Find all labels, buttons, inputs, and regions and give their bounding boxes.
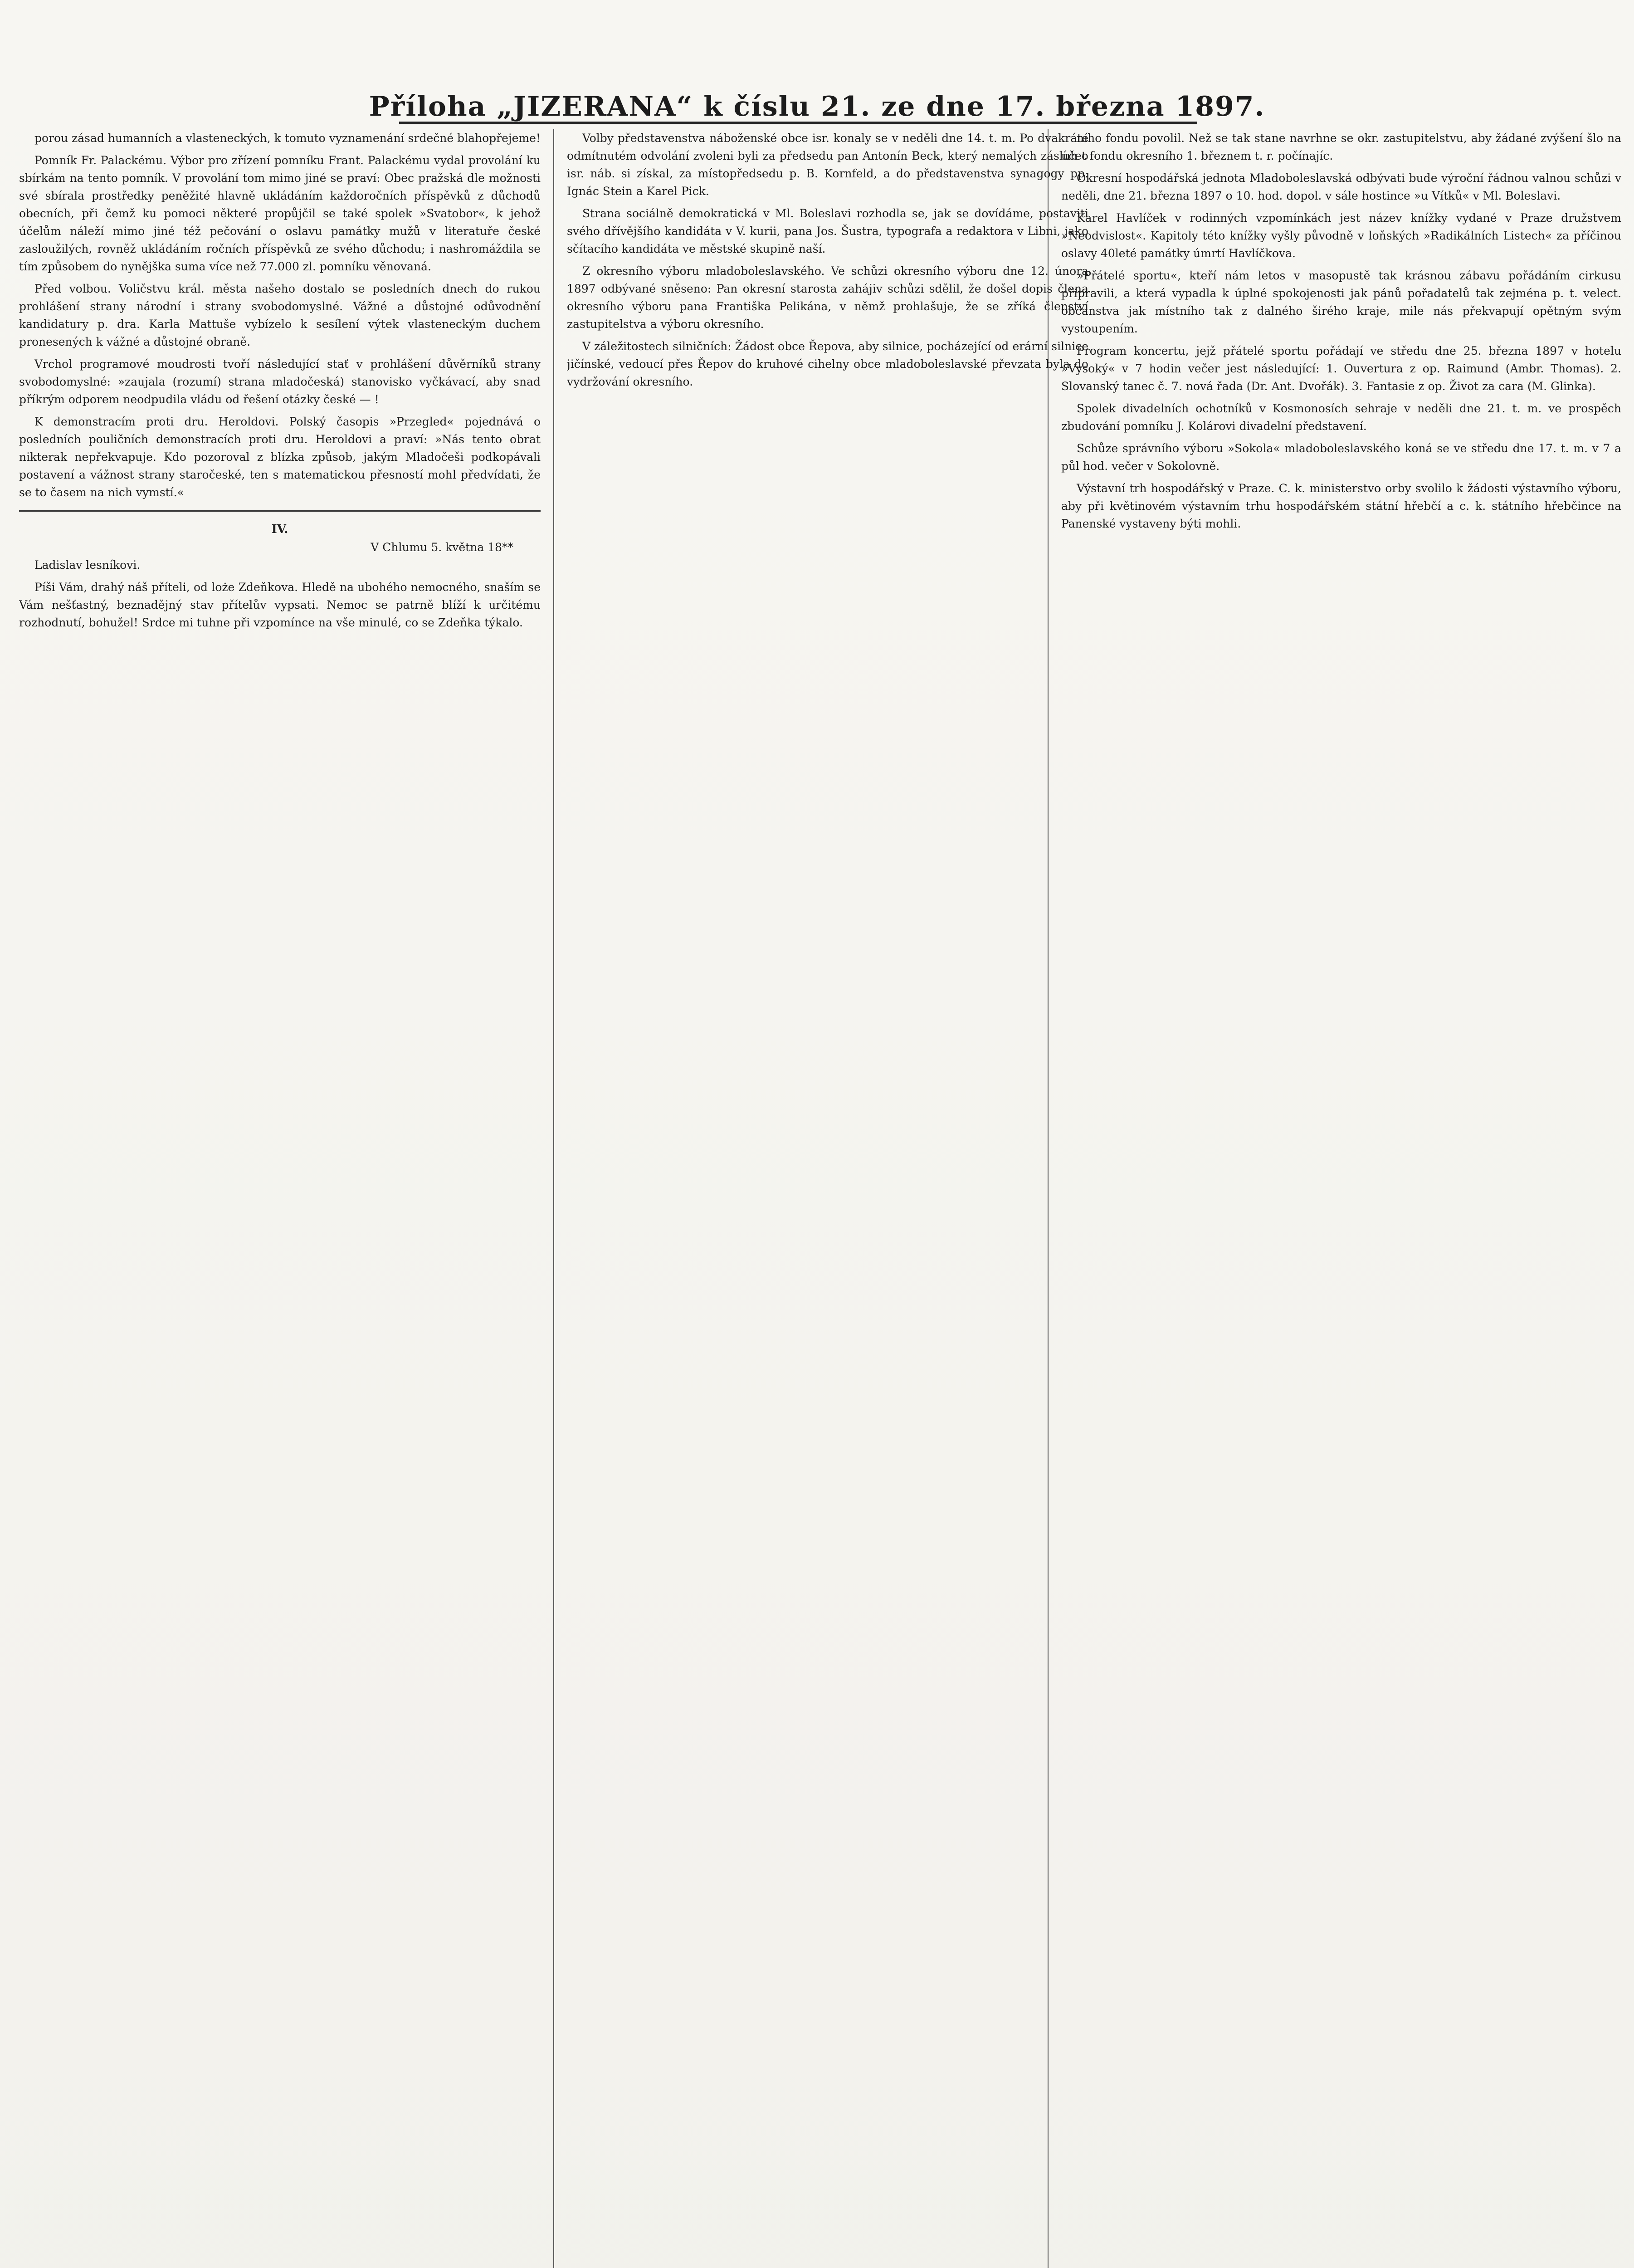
paragraph: Okresní hospodářská jednota Mladoboleslavská odbývati bude výroční řádnou valnou schůzi v neděli, dne 21. března 1897 o 10. hod. dopol. v sále hostince »u Vítků« v Ml. Boleslavi. <box>1061 171 1621 202</box>
paragraph: porou zásad humanních a vlasteneckých, k tomuto vyznamenání srdečné blahopřejeme! <box>34 132 541 145</box>
page-header: Příloha „JIZERANA“ k číslu 21. ze dne 17. března 1897. <box>369 91 1265 122</box>
paragraph: Program koncertu, jejž přátelé sportu pořádají ve středu dne 25. března 1897 v hotelu »Vysoký« v 7 hodin večer jest následující: 1. Ouvertura z op. Raimund (Ambr. Thomas). 2. Slovanský tanec č. 7. nová řada (Dr. Ant. Dvořák). 3. Fantasie z op. Život za cara (M. Glinka). <box>1061 344 1621 393</box>
paragraph: »Přátelé sportu«, kteří nám letos v masopustě tak krásnou zábavu pořádáním cirkusu připravili, a která vypadla k úplné spokojenosti jak pánů pořadatelů tak zejména p. t. velect. občanstva jak místního tak z dalného širého kraje, mile nás překvapují opětným svým vystoupením. <box>1061 269 1621 335</box>
column-1 <box>19 129 541 2268</box>
letter-salutation: Ladislav lesníkovi. <box>34 558 141 572</box>
paragraph: Výstavní trh hospodářský v Praze. C. k. ministerstvo orby svolilo k žádosti výstavního výboru, aby při květinovém výstavním trhu hospodářském státní hřebčí a c. k. státního hřebčince na Panenské vystaveny býti mohli. <box>1061 482 1621 530</box>
letter-body: Píši Vám, drahý náš příteli, od loże Zdeňkova. Hledě na ubohého nemocného, snaším se Vám nešťastný, beznadějný stav přítelův vypsati. Nemoc se patrně blíží k určitému rozhodnutí, bohužel! Srdce mi tuhne při vzpomínce na vše minulé, co se Zdeňka týkalo. <box>19 581 541 629</box>
column-3 <box>1061 129 1621 2268</box>
paragraph: ního fondu povolil. Než se tak stane navrhne se okr. zastupitelstvu, aby žádané zvýšení šlo na účet fondu okresního 1. březnem t. r. počínajíc. <box>1061 132 1621 162</box>
paragraph: Před volbou. Voličstvu král. města našeho dostalo se posledních dnech do rukou prohlášení strany národní i strany svobodomyslné. Vážné a důstojné odůvodnění kandidatury p. dra. Karla Mattuše vybízelo k sesílení výtek vlasteneckým duchem pronesených k vážné a důstojné obraně. <box>19 282 541 348</box>
paragraph: Karel Havlíček v rodinných vzpomínkách jest název knížky vydané v Praze družstvem »Neodvislost«. Kapitoly této knížky vyšly původně v loňských »Radikálních Listech« za příčinou oslavy 40leté památky úmrtí Havlíčkova. <box>1061 211 1621 260</box>
paragraph: Vrchol programové moudrosti tvoří následující stať v prohlášení důvěrníků strany svobodomyslné: »zaujala (rozumí) strana mladočeská) stanovisko vyčkávací, aby snad příkrým odporem neodpudila vládu od řešení otázky české — ! <box>19 357 541 406</box>
paragraph: Z okresního výboru mladoboleslavského. Ve schůzi okresního výboru dne 12. února 1897 odbývané sněseno: Pan okresní starosta zahájiv schůzi sdělil, že došel dopis člena okresního výboru pana Františka Pelikána, v němž prohlašuje, že se zříká členství zastupitelstva a výboru okresního. <box>567 264 1088 331</box>
paragraph: Spolek divadelních ochotníků v Kosmonosích sehraje v neděli dne 21. t. m. ve prospěch zbudování pomníku J. Kolárovi divadelní představení. <box>1061 402 1621 433</box>
paragraph: Volby představenstva náboženské obce isr. konaly se v neděli dne 14. t. m. Po dvakráte odmítnutém odvolání zvoleni byli za předsedu pan Antonín Beck, který nemalých zásluh o isr. náb. si získal, za místopředsedu p. B. Kornfeld, a do představenstva synagogy pp. Ignác Stein a Karel Pick. <box>567 132 1088 198</box>
column-divider <box>553 129 554 2268</box>
header-rule <box>399 122 1197 124</box>
paragraph: Schůze správního výboru »Sokola« mladoboleslavského koná se ve středu dne 17. t. m. v 7 a půl hod. večer v Sokolovně. <box>1061 442 1621 473</box>
chapter-number: IV. <box>271 523 288 536</box>
column-2 <box>567 129 1088 2268</box>
paragraph: Pomník Fr. Palackému. Výbor pro zřízení pomníku Frant. Palackému vydal provolání ku sbírkám na tento pomník. V provolání tom mimo jiné se praví: Obec pražská dle možnosti své sbírala prostředky peněžité hlavně ukládáním každoročních příspěvků z důchodů obecních, při čemž ku pomoci některé propůjčil se také spolek »Svatobor«, k jehož účelům náleží mimo jiné též pečování o oslavu památky mužů v literatuře české zasloužilých, rovněž ukládáním ročních příspěvků ze svého důchodu; i nashromáždila se tím způsobem do nynějška suma více než 77.000 zl. pomníku věnovaná. <box>19 154 541 273</box>
paragraph: K demonstracím proti dru. Heroldovi. Polský časopis »Przegled« pojednává o posledních pouličních demonstracích proti dru. Heroldovi a praví: »Nás tento obrat nikterak nepřekvapuje. Kdo pozoroval z blízka způsob, jakým Mladočeši podkopávali postavení a vážnost strany staročeské, ten s matematickou přesností mohl předvídati, že se to časem na nich vymstí.« <box>19 415 541 499</box>
section-separator <box>19 510 541 512</box>
paragraph: Strana sociálně demokratická v Ml. Boleslavi rozhodla se, jak se dovídáme, postaviti svého dřívějšího kandidáta v V. kurii, pana Jos. Šustra, typografa a redaktora v Libni, jako sčítacího kandidáta ve městské skupině naší. <box>567 207 1088 255</box>
paragraph: V záležitostech silničních: Žádost obce Řepova, aby silnice, pocházející od erární silnice jičínské, vedoucí přes Řepov do kruhové cihelny obce mladoboleslavské převzata byla do vydržování okresního. <box>567 340 1088 388</box>
letter-dateline: V Chlumu 5. května 18** <box>371 541 513 554</box>
